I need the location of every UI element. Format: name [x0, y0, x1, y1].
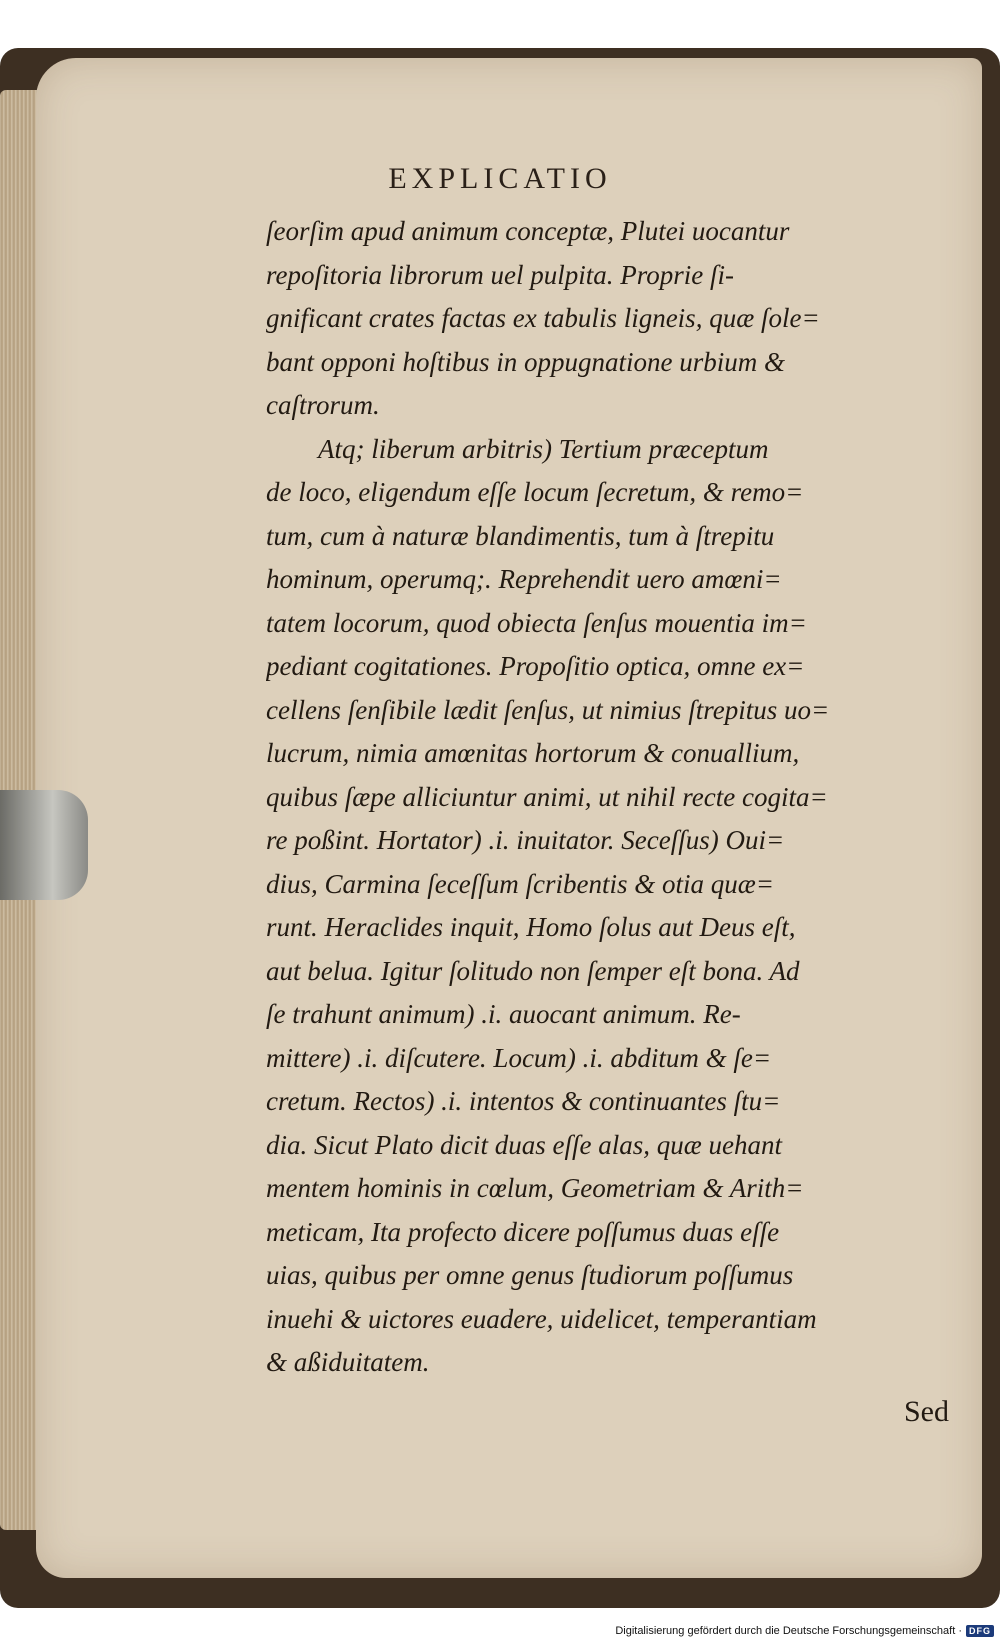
- text-line: uias, quibus per omne genus ſtudiorum poſſumus: [266, 1260, 794, 1290]
- book-clasp: [0, 790, 88, 900]
- text-line: ſe trahunt animum) .i. auocant animum. Re-: [266, 999, 741, 1029]
- text-line: dia. Sicut Plato dicit duas eſſe alas, quæ uehant: [266, 1129, 782, 1160]
- text-line: caſtrorum.: [266, 390, 380, 420]
- running-head: EXPLICATIO: [388, 162, 612, 195]
- dfg-logo-icon: DFG: [966, 1625, 994, 1637]
- text-line: de loco, eligendum eſſe locum ſecretum, & remo=: [266, 477, 804, 507]
- text-line: repoſitoria librorum uel pulpita. Proprie ſi-: [266, 259, 734, 290]
- text-line: gnificant crates factas ex tabulis ligneis, quæ ſole=: [266, 303, 820, 333]
- text-line: aut belua. Igitur ſolitudo non ſemper eſt bona. Ad: [266, 955, 800, 986]
- text-line: re poßint. Hortator) .i. inuitator. Seceſſus) Oui=: [266, 825, 785, 855]
- text-line: ſeorſim apud animum conceptæ, Plutei uocantur: [266, 216, 790, 246]
- text-line: inuehi & uictores euadere, uidelicet, temperantiam: [266, 1303, 817, 1334]
- text-line: cretum. Rectos) .i. intentos & continuantes ſtu=: [266, 1086, 781, 1116]
- text-line: dius, Carmina ſeceſſum ſcribentis & otia quæ=: [266, 868, 774, 899]
- text-line: tum, cum à naturæ blandimentis, tum à ſtrepitu: [266, 520, 775, 551]
- text-line: lucrum, nimia amœnitas hortorum & conuallium,: [266, 738, 800, 768]
- credit-text: Digitalisierung gefördert durch die Deutsche Forschungsgemeinschaft ·: [615, 1625, 962, 1637]
- text-line: meticam, Ita profecto dicere poſſumus duas eſſe: [266, 1216, 780, 1247]
- text-line: & aßiduitatem.: [266, 1347, 430, 1377]
- digitization-credit: [615, 1625, 994, 1637]
- text-line: mittere) .i. diſcutere. Locum) .i. abditum & ſe=: [266, 1042, 772, 1073]
- text-line: runt. Heraclides inquit, Homo ſolus aut Deus eſt,: [266, 912, 796, 942]
- text-line: tatem locorum, quod obiecta ſenſus mouentia im=: [266, 607, 807, 638]
- text-line: Atq; liberum arbitris) Tertium præceptum: [318, 433, 769, 464]
- text-line: cellens ſenſibile lædit ſenſus, ut nimius ſtrepitus uo=: [266, 694, 830, 725]
- text-line: mentem hominis in cœlum, Geometriam & Arith=: [266, 1173, 804, 1203]
- text-line: bant opponi hoſtibus in oppugnatione urbium &: [266, 346, 786, 377]
- catchword: Sed: [904, 1395, 949, 1428]
- text-line: pediant cogitationes. Propoſitio optica, omne ex=: [266, 651, 805, 681]
- text-line: hominum, operumq;. Reprehendit uero amœni=: [266, 564, 782, 594]
- body-text: [266, 210, 956, 1385]
- text-line: quibus ſæpe alliciuntur animi, ut nihil recte cogita=: [266, 781, 828, 812]
